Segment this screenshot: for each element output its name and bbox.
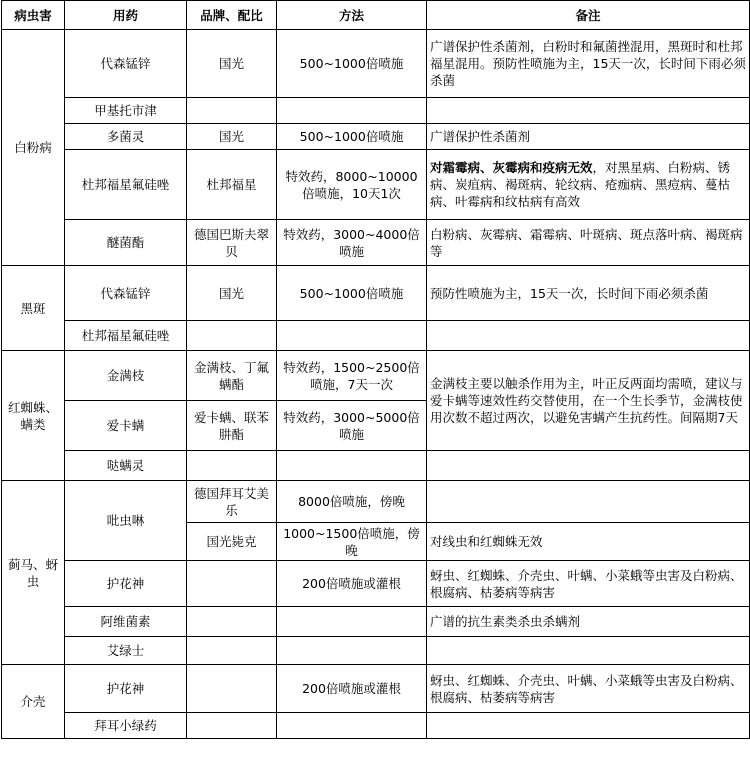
brand-cell	[187, 607, 277, 637]
brand-cell	[187, 98, 277, 124]
method-cell: 500~1000倍喷施	[277, 266, 427, 321]
note-cell	[427, 637, 750, 665]
table-row	[2, 561, 750, 607]
method-cell: 特效药，3000~4000倍喷施	[277, 220, 427, 266]
drug-cell: 艾绿士	[65, 637, 187, 665]
method-cell	[277, 607, 427, 637]
note-cell	[427, 98, 750, 124]
brand-cell: 杜邦福星	[187, 150, 277, 220]
note-cell	[427, 451, 750, 481]
table-row	[2, 266, 750, 321]
drug-cell: 醚菌酯	[65, 220, 187, 266]
brand-cell	[187, 321, 277, 351]
note-bold-text: 对霜霉病、灰霉病和疫病无效	[430, 160, 593, 175]
brand-cell: 国光	[187, 266, 277, 321]
brand-cell	[187, 665, 277, 713]
table-row	[2, 713, 750, 739]
note-cell: 白粉病、灰霉病、霜霉病、叶斑病、斑点落叶病、褐斑病等	[427, 220, 750, 266]
brand-cell	[187, 637, 277, 665]
note-cell: 预防性喷施为主，15天一次，长时间下雨必须杀菌	[427, 266, 750, 321]
method-cell: 8000倍喷施，傍晚	[277, 481, 427, 523]
table-row	[2, 220, 750, 266]
table-row	[2, 481, 750, 523]
drug-cell: 阿维菌素	[65, 607, 187, 637]
drug-cell: 吡虫啉	[65, 481, 187, 561]
note-cell: 对线虫和红蜘蛛无效	[427, 523, 750, 561]
note-cell: 蚜虫、红蜘蛛、介壳虫、叶螨、小菜蛾等虫害及白粉病、根腐病、枯萎病等病害	[427, 561, 750, 607]
note-cell: 广谱保护性杀菌剂，白粉时和氟菌挫混用，黑斑时和杜邦福星混用。预防性喷施为主，15天一次，长时间下雨必须杀菌	[427, 30, 750, 98]
brand-cell	[187, 561, 277, 607]
drug-cell: 代森锰锌	[65, 266, 187, 321]
method-cell: 1000~1500倍喷施，傍晚	[277, 523, 427, 561]
table-row	[2, 665, 750, 713]
method-cell: 特效药，3000~5000倍喷施	[277, 401, 427, 451]
brand-cell: 德国拜耳艾美乐	[187, 481, 277, 523]
table-row	[2, 321, 750, 351]
note-cell	[427, 713, 750, 739]
table-row	[2, 637, 750, 665]
note-cell: 金满枝主要以触杀作用为主，叶正反两面均需喷，建议与爱卡螨等速效性药交替使用，在一个生长季节，金满枝使用次数不超过两次，以避免害螨产生抗药性。间隔期7天	[427, 351, 750, 451]
drug-cell: 甲基托市津	[65, 98, 187, 124]
brand-cell: 国光	[187, 30, 277, 98]
header-drug: 用药	[65, 1, 187, 30]
disease-cell: 白粉病	[2, 30, 65, 266]
method-cell	[277, 637, 427, 665]
table-row	[2, 98, 750, 124]
note-cell	[427, 321, 750, 351]
drug-cell: 杜邦福星氟硅唑	[65, 321, 187, 351]
header-disease: 病虫害	[2, 1, 65, 30]
method-cell: 200倍喷施或灌根	[277, 561, 427, 607]
method-cell: 特效药，8000~10000倍喷施，10天1次	[277, 150, 427, 220]
drug-cell: 爱卡螨	[65, 401, 187, 451]
table-row	[2, 124, 750, 150]
method-cell	[277, 321, 427, 351]
drug-cell: 护花神	[65, 561, 187, 607]
method-cell	[277, 98, 427, 124]
drug-cell: 代森锰锌	[65, 30, 187, 98]
method-cell: 500~1000倍喷施	[277, 30, 427, 98]
disease-cell: 红蜘蛛、螨类	[2, 351, 65, 481]
table-row	[2, 607, 750, 637]
drug-cell: 金满枝	[65, 351, 187, 401]
pesticide-table	[1, 0, 750, 739]
drug-cell: 杜邦福星氟硅唑	[65, 150, 187, 220]
header-row	[2, 1, 750, 30]
disease-cell: 蓟马、蚜虫	[2, 481, 65, 665]
table-row	[2, 30, 750, 98]
table-row	[2, 451, 750, 481]
note-cell	[427, 481, 750, 523]
method-cell	[277, 713, 427, 739]
disease-cell: 介壳	[2, 665, 65, 739]
header-method: 方法	[277, 1, 427, 30]
note-cell	[427, 150, 750, 220]
header-brand: 品牌、配比	[187, 1, 277, 30]
table-row	[2, 150, 750, 220]
note-text: ，对黑星病、白粉病、锈病、炭疽病、褐斑病、轮纹病、疮痂病、黑痘病、蔓枯病、叶霉病和纹枯病有高效	[430, 160, 731, 209]
table-row	[2, 351, 750, 401]
brand-cell: 国光	[187, 124, 277, 150]
header-note: 备注	[427, 1, 750, 30]
drug-cell: 哒螨灵	[65, 451, 187, 481]
note-cell: 广谱的抗生素类杀虫杀螨剂	[427, 607, 750, 637]
drug-cell: 拜耳小绿药	[65, 713, 187, 739]
method-cell: 500~1000倍喷施	[277, 124, 427, 150]
brand-cell: 金满枝、丁氟螨酯	[187, 351, 277, 401]
method-cell: 特效药，1500~2500倍喷施，7天一次	[277, 351, 427, 401]
drug-cell: 多菌灵	[65, 124, 187, 150]
brand-cell	[187, 713, 277, 739]
note-cell: 蚜虫、红蜘蛛、介壳虫、叶螨、小菜蛾等虫害及白粉病、根腐病、枯萎病等病害	[427, 665, 750, 713]
brand-cell: 国光毙克	[187, 523, 277, 561]
brand-cell: 德国巴斯夫翠贝	[187, 220, 277, 266]
brand-cell: 爱卡螨、联苯肼酯	[187, 401, 277, 451]
disease-cell: 黑斑	[2, 266, 65, 351]
note-cell: 广谱保护性杀菌剂	[427, 124, 750, 150]
method-cell: 200倍喷施或灌根	[277, 665, 427, 713]
method-cell	[277, 451, 427, 481]
brand-cell	[187, 451, 277, 481]
drug-cell: 护花神	[65, 665, 187, 713]
